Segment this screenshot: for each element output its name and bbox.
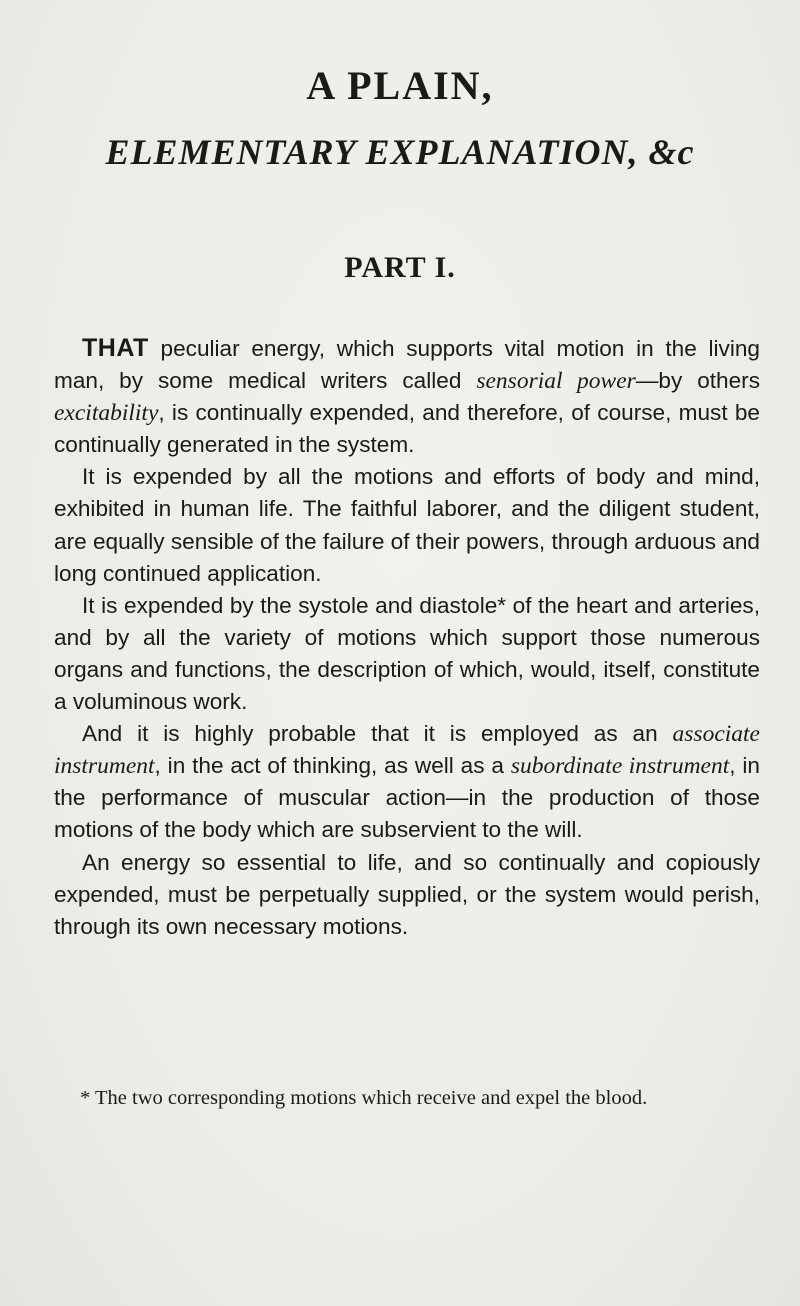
- title-line-1: A PLAIN,: [306, 63, 494, 108]
- p4-italic-2: subordinate instrument: [510, 753, 730, 780]
- p1-text-a: peculiar energy, which supports vital motion in the living man, by some medical writers called: [54, 336, 760, 394]
- part-heading: PART I.: [344, 251, 456, 284]
- p1-text-c: , is continually expended, and therefore, of course, must be continually generated in the system.: [54, 400, 760, 458]
- p4-text-a: And it is highly probable that it is employed as an: [82, 721, 673, 747]
- paragraph-5: An energy so essential to life, and so continually and copiously expended, must be perpetually supplied, or the system would perish, through its own necessary motions.: [54, 849, 760, 939]
- p1-text-b: —by others: [635, 368, 760, 394]
- p4-text-b: , in the act of thinking, as well as a: [154, 753, 511, 779]
- p4-italic-1: associate instrument: [54, 721, 760, 780]
- body-text: [54, 332, 760, 943]
- paragraph-4: [54, 718, 760, 846]
- p1-italic-1: sensorial power: [476, 368, 636, 395]
- paragraph-3: It is expended by the systole and diastole* of the heart and arteries, and by all the variety of motions which support those numerous organs and functions, the description of which, would, itself, constitute a voluminous work.: [54, 592, 760, 715]
- footnote: [54, 1085, 760, 1111]
- p4-text-c: , in the performance of muscular action—in the production of those motions of the body which are subservient to the will.: [54, 753, 760, 843]
- p1-italic-2: excitability: [54, 400, 159, 427]
- footnote-text: * The two corresponding motions which receive and expel the blood.: [80, 1087, 648, 1109]
- title-line-2: ELEMENTARY EXPLANATION, &c: [105, 132, 695, 172]
- paragraph-2: It is expended by all the motions and efforts of body and mind, exhibited in human life. The faithful laborer, and the diligent student, are equally sensible of the failure of their powers, through arduous and long continued application.: [54, 464, 760, 586]
- lead-word: THAT: [82, 334, 149, 362]
- paragraph-1: [54, 332, 760, 461]
